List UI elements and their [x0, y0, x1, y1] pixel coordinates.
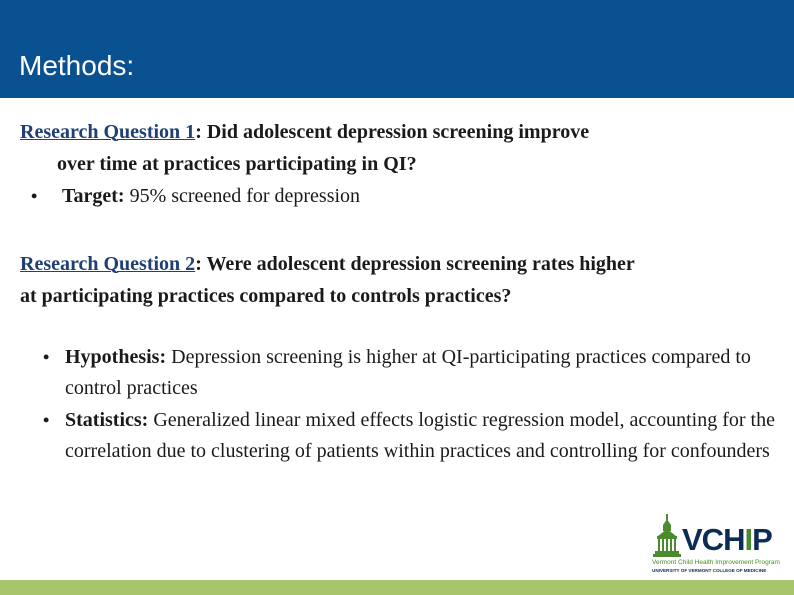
hypothesis-label: Hypothesis:	[65, 346, 167, 368]
building-dome-icon	[652, 514, 682, 558]
bullet-glyph: •	[43, 410, 50, 430]
target-text: 95% screened for depression	[124, 185, 361, 207]
header-banner	[0, 0, 794, 98]
method-details-list	[20, 342, 785, 468]
logo-subtitle: Vermont Child Health Improvement Program	[652, 559, 780, 566]
rq1-colon: :	[195, 121, 202, 143]
statistics-text: Generalized linear mixed effects logistic regression model, accounting for the correlation due to clustering of patients within practices and controlling for confounders	[65, 409, 775, 462]
logo-wordmark	[682, 524, 772, 555]
rq1-label: Research Question 1	[20, 121, 196, 143]
vchip-logo	[652, 514, 780, 578]
logo-university: UNIVERSITY OF VERMONT COLLEGE OF MEDICINE	[652, 568, 767, 573]
target-label: Target:	[62, 185, 125, 207]
slide-title: Methods:	[19, 50, 135, 81]
bullet-glyph: •	[31, 186, 38, 206]
research-question-2	[20, 248, 785, 312]
rq2-colon: :	[195, 253, 202, 275]
hypothesis-text: Depression screening is higher at QI-participating practices compared to control practices	[65, 346, 751, 399]
rq1-line1	[20, 116, 780, 148]
logo-main: VCH	[682, 522, 745, 557]
rq2-text-line2: at participating practices compared to controls practices?	[20, 285, 512, 307]
logo-p: P	[752, 522, 772, 557]
bullet-glyph: •	[43, 347, 50, 367]
rq2-line1	[20, 248, 785, 280]
rq2-text-line1: Were adolescent depression screening rates higher	[201, 253, 635, 275]
list-item-statistics	[20, 405, 785, 467]
list-item-hypothesis	[20, 342, 785, 404]
rq1-target-item	[20, 180, 780, 212]
footer-bar	[0, 580, 794, 595]
statistics-label: Statistics:	[65, 409, 149, 431]
logo-i: I	[744, 522, 753, 557]
rq2-label: Research Question 2	[20, 253, 196, 275]
rq1-text-line2: over time at practices participating in QI?	[57, 153, 417, 175]
rq1-text-line1: Did adolescent depression screening improve	[201, 121, 590, 143]
research-question-1	[20, 116, 780, 212]
